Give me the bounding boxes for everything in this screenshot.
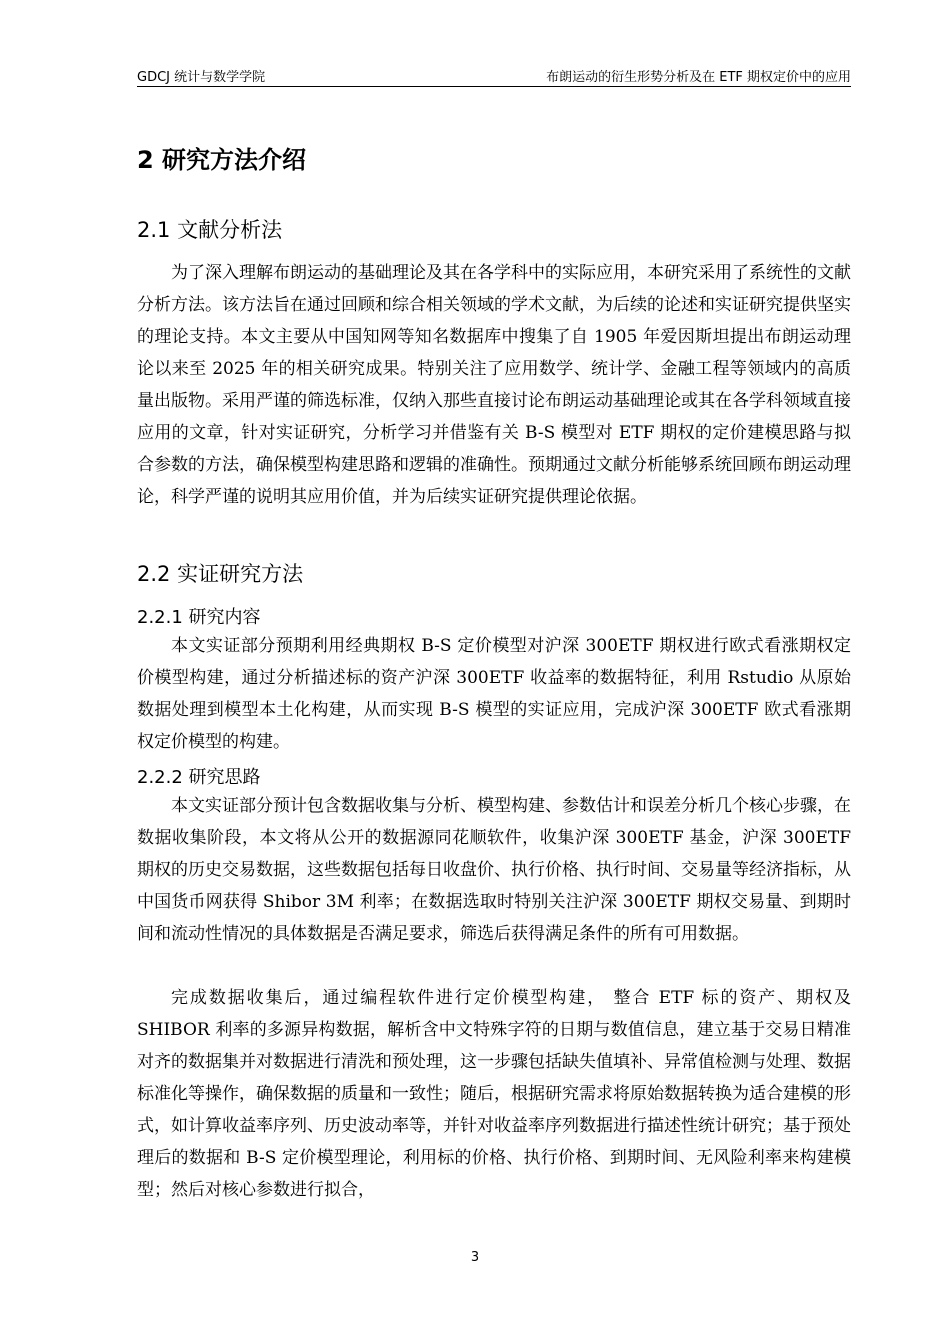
subsection-title-2-2-1: 2.2.1 研究内容 bbox=[137, 607, 261, 628]
header-thesis-title: 布朗运动的衍生形势分析及在 ETF 期权定价中的应用 bbox=[546, 70, 851, 85]
chapter-title: 2 研究方法介绍 bbox=[137, 146, 307, 174]
subsection-2-2-1-paragraph: 本文实证部分预期利用经典期权 B-S 定价模型对沪深 300ETF 期权进行欧式看涨期权定价模型构建，通过分析描述标的资产沪深 300ETF 收益率的数据特征，利用 Rstudio 从原始数据处理到模型本土化构建，从而实现 B-S 模型的实证应用，完成沪深 300ETF 欧式看涨期权定价模型的构建。 bbox=[137, 636, 851, 752]
subsection-title-2-2-2: 2.2.2 研究思路 bbox=[137, 767, 261, 788]
subsection-2-2-2-paragraph-1: 本文实证部分预计包含数据收集与分析、模型构建、参数估计和误差分析几个核心步骤，在数据收集阶段，本文将从公开的数据源同花顺软件，收集沪深 300ETF 基金，沪深 300ETF 期权的历史交易数据，这些数据包括每日收盘价、执行价格、执行时间、交易量等经济指标，从中国货币网获得 Shibor 3M 利率；在数据选取时特别关注沪深 300ETF 期权交易量、到期时间和流动性情况的具体数据是否满足要求，筛选后获得满足条件的所有可用数据。 bbox=[137, 796, 851, 944]
page-number: 3 bbox=[470, 1250, 480, 1265]
section-title-2-1: 2.1 文献分析法 bbox=[137, 218, 283, 242]
section-2-1-paragraph: 为了深入理解布朗运动的基础理论及其在各学科中的实际应用，本研究采用了系统性的文献分析方法。该方法旨在通过回顾和综合相关领域的学术文献，为后续的论述和实证研究提供坚实的理论支持。本文主要从中国知网等知名数据库中搜集了自 1905 年爱因斯坦提出布朗运动理论以来至 2025 年的相关研究成果。特别关注了应用数学、统计学、金融工程等领域内的高质量出版物。采用严谨的筛选标准，仅纳入那些直接讨论布朗运动基础理论或其在各学科领域直接应用的文章，针对实证研究，分析学习并借鉴有关 B-S 模型对 ETF 期权的定价建模思路与拟合参数的方法，确保模型构建思路和逻辑的准确性。预期通过文献分析能够系统回顾布朗运动理论，科学严谨的说明其应用价值，并为后续实证研究提供理论依据。 bbox=[137, 263, 851, 507]
header-institution: GDCJ 统计与数学学院 bbox=[137, 70, 266, 85]
subsection-2-2-2-paragraph-2: 完成数据收集后，通过编程软件进行定价模型构建， 整合 ETF 标的资产、期权及 SHIBOR 利率的多源异构数据，解析含中文特殊字符的日期与数值信息，建立基于交易日精准对齐的数据集并对数据进行清洗和预处理，这一步骤包括缺失值填补、异常值检测与处理、数据标准化等操作，确保数据的质量和一致性；随后，根据研究需求将原始数据转换为适合建模的形式，如计算收益率序列、历史波动率等，并针对收益率序列数据进行描述性统计研究；基于预处理后的数据和 B-S 定价模型理论，利用标的价格、执行价格、到期时间、无风险利率来构建模型；然后对核心参数进行拟合， bbox=[137, 988, 851, 1200]
section-title-2-2: 2.2 实证研究方法 bbox=[137, 562, 304, 586]
page-header bbox=[137, 60, 851, 87]
